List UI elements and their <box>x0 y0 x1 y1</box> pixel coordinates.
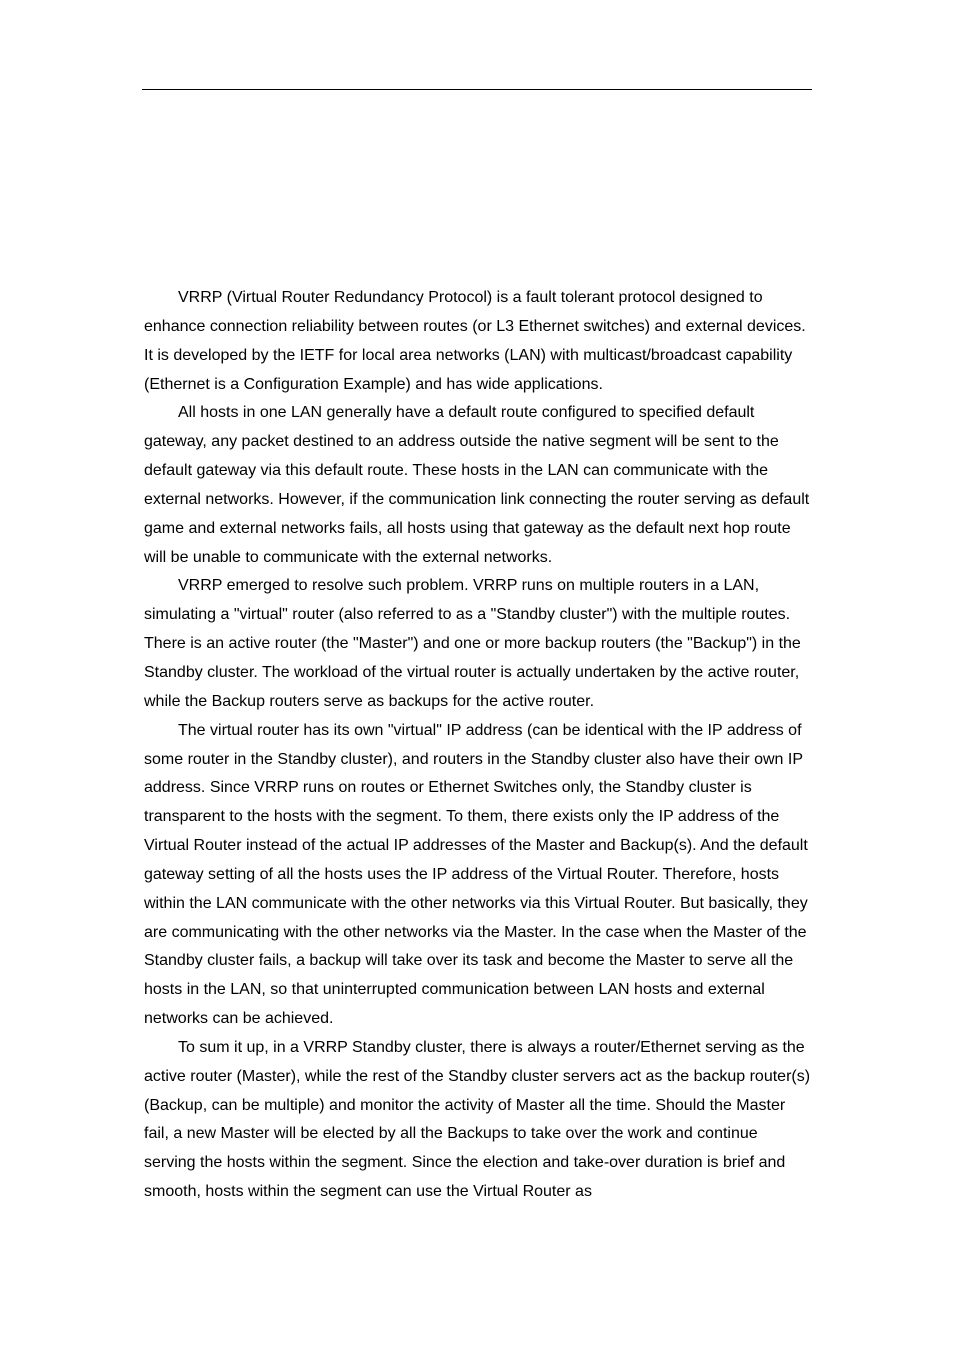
paragraph-virtual-router: VRRP emerged to resolve such problem. VRRP runs on multiple routers in a LAN, simulating a "virtual" router (also referred to as a "Standby cluster") with the multiple routes. There is an active router (the "Master") and one or more backup routers (the "Backup") in the Standby cluster. The workload of the virtual router is actually undertaken by the active router, while the Backup routers serve as backups for the active router. <box>144 577 801 710</box>
header-rule <box>142 89 812 90</box>
paragraph-virtual-ip: The virtual router has its own "virtual" IP address (can be identical with the IP address of some router in the Standby cluster), and routers in the Standby cluster also have their own IP address. Since VRRP runs on routes or Ethernet Switches only, the Standby cluster is transparent to the hosts with the segment. To them, there exists only the IP address of the Virtual Router instead of the actual IP addresses of the Master and Backup(s). And the default gateway setting of all the hosts uses the IP address of the Virtual Router. Therefore, hosts within the LAN communicate with the other networks via this Virtual Router. But basically, they are communicating with the other networks via the Master. In the case when the Master of the Standby cluster fails, a backup will take over its task and become the Master to serve all the hosts in the LAN, so that uninterrupted communication between LAN hosts and external networks can be achieved. <box>144 721 808 1028</box>
paragraph-vrrp-intro: VRRP (Virtual Router Redundancy Protocol) is a fault tolerant protocol designed to enhance connection reliability between routes (or L3 Ethernet switches) and external devices. It is developed by the IETF for local area networks (LAN) with multicast/broadcast capability (Ethernet is a Configuration Example) and has wide applications. <box>144 289 806 393</box>
paragraph-summary: To sum it up, in a VRRP Standby cluster, there is always a router/Ethernet serving as the active router (Master), while the rest of the Standby cluster servers act as the backup router(s) (Backup, can be multiple) and monitor the activity of Master all the time. Should the Master fail, a new Master will be elected by all the Backups to take over the work and continue serving the hosts within the segment. Since the election and take-over duration is brief and smooth, hosts within the segment can use the Virtual Router as <box>144 1038 811 1201</box>
paragraph-default-gateway: All hosts in one LAN generally have a default route configured to specified default gateway, any packet destined to an address outside the native segment will be sent to the default gateway via this default route. These hosts in the LAN can communicate with the external networks. However, if the communication link connecting the router serving as default game and external networks fails, all hosts using that gateway as the default next hop route will be unable to communicate with the external networks. <box>144 404 810 566</box>
body-text <box>144 284 812 1207</box>
